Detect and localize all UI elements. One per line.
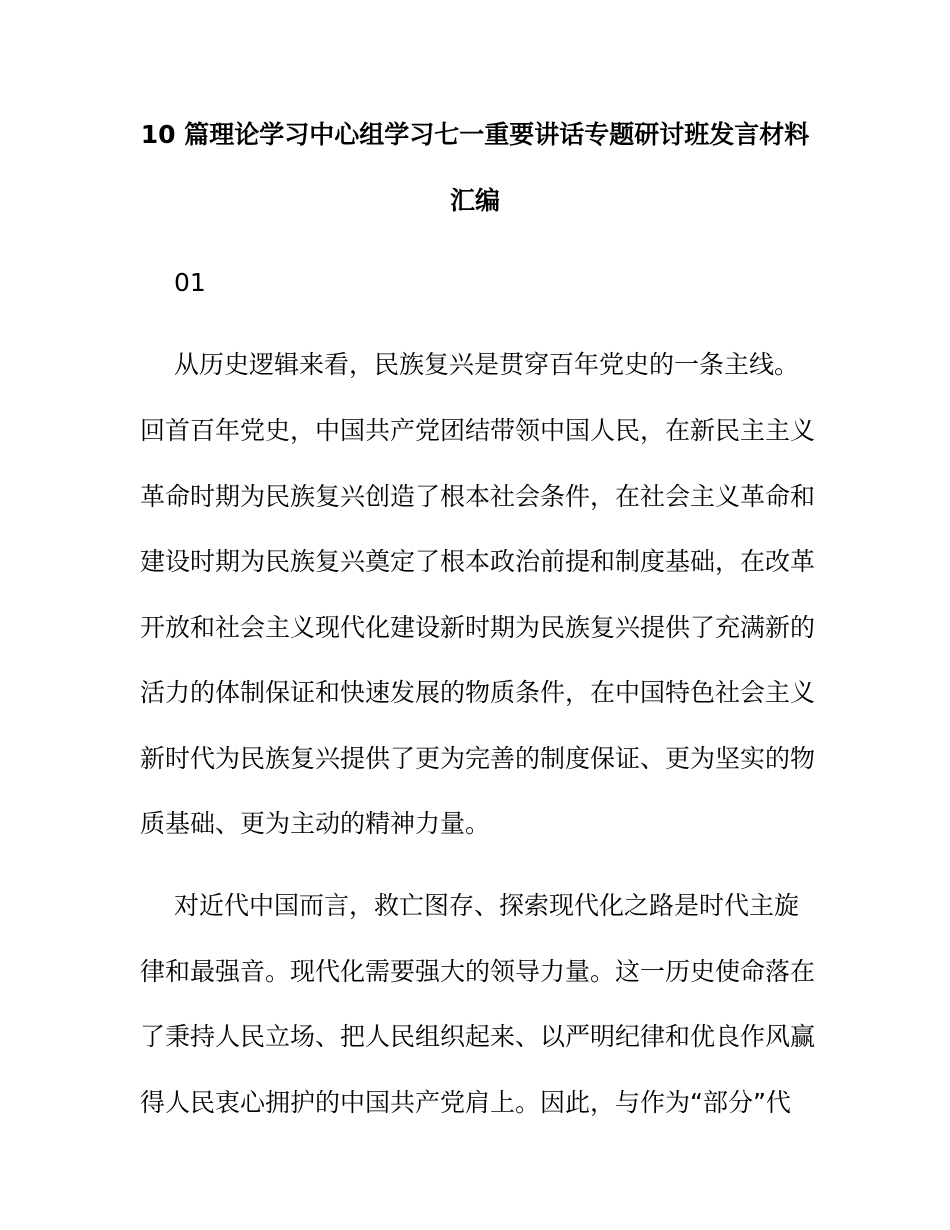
paragraph-1-line: 质基础、更为主动的精神力量。	[140, 809, 491, 838]
paragraph-2-line: 了秉持人民立场、把人民组织起来、以严明纪律和优良作风赢	[140, 1022, 816, 1051]
paragraph-1-line: 革命时期为民族复兴创造了根本社会条件，在社会主义革命和	[140, 482, 816, 511]
section-number: 01	[174, 268, 206, 297]
paragraph-1-line: 活力的体制保证和快速发展的物质条件，在中国特色社会主义	[140, 678, 816, 707]
document-title-line-2: 汇编	[449, 186, 500, 215]
document-title-line-1: 10 篇理论学习中心组学习七一重要讲话专题研讨班发言材料	[140, 120, 810, 149]
paragraph-1-line: 开放和社会主义现代化建设新时期为民族复兴提供了充满新的	[140, 613, 816, 642]
paragraph-1-line: 建设时期为民族复兴奠定了根本政治前提和制度基础，在改革	[140, 547, 816, 576]
paragraph-1-line: 回首百年党史，中国共产党团结带领中国人民，在新民主主义	[140, 416, 816, 445]
paragraph-2-line: 律和最强音。现代化需要强大的领导力量。这一历史使命落在	[140, 957, 816, 986]
paragraph-1-line: 从历史逻辑来看，民族复兴是贯穿百年党史的一条主线。	[174, 350, 800, 379]
paragraph-2-line: 得人民衷心拥护的中国共产党肩上。因此，与作为“部分”代	[140, 1088, 791, 1117]
paragraph-2-line: 对近代中国而言，救亡图存、探索现代化之路是时代主旋	[174, 891, 800, 920]
paragraph-1-line: 新时代为民族复兴提供了更为完善的制度保证、更为坚实的物	[140, 744, 816, 773]
